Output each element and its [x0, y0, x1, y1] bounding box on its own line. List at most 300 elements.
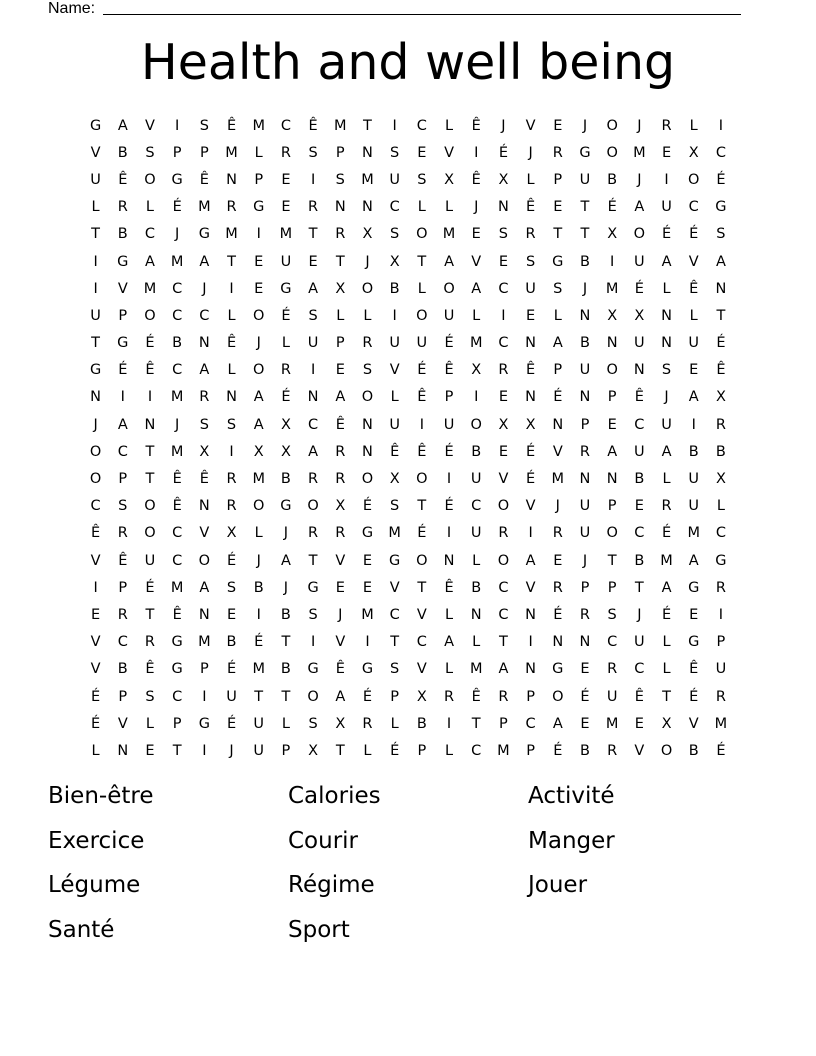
grid-letter[interactable]: X [335, 498, 346, 515]
grid-letter[interactable]: U [443, 416, 455, 433]
grid-letter[interactable]: M [551, 471, 565, 488]
grid-letter[interactable]: A [308, 443, 319, 460]
grid-letter[interactable]: V [117, 280, 128, 297]
grid-letter[interactable]: Ê [335, 661, 345, 678]
grid-letter[interactable]: N [525, 389, 537, 406]
grid-letter[interactable]: E [254, 280, 264, 297]
grid-letter[interactable]: O [606, 525, 618, 542]
grid-letter[interactable]: R [661, 498, 672, 515]
grid-letter[interactable]: P [199, 661, 209, 678]
grid-letter[interactable]: R [443, 688, 455, 705]
grid-letter[interactable]: C [498, 606, 509, 623]
grid-letter[interactable]: L [662, 471, 671, 488]
grid-letter[interactable]: R [498, 525, 509, 542]
grid-letter[interactable]: J [582, 552, 588, 569]
grid-letter[interactable]: E [689, 362, 699, 379]
grid-letter[interactable]: S [145, 688, 155, 705]
grid-letter[interactable]: Ê [444, 579, 454, 596]
grid-letter[interactable]: J [283, 525, 289, 542]
grid-letter[interactable]: G [89, 117, 102, 134]
grid-letter[interactable]: U [579, 525, 591, 542]
grid-letter[interactable]: L [444, 199, 454, 216]
grid-letter[interactable]: S [716, 226, 726, 243]
grid-letter[interactable]: I [147, 389, 153, 406]
grid-letter[interactable]: V [90, 552, 101, 569]
grid-letter[interactable]: T [634, 579, 644, 596]
grid-letter[interactable]: A [145, 253, 155, 270]
grid-letter[interactable]: S [226, 416, 237, 433]
grid-letter[interactable]: Ê [118, 552, 128, 569]
grid-letter[interactable]: G [361, 525, 374, 542]
grid-letter[interactable]: R [308, 471, 319, 488]
grid-letter[interactable]: O [606, 362, 618, 379]
grid-letter[interactable]: L [444, 661, 454, 678]
grid-letter[interactable]: Ê [172, 606, 182, 623]
grid-letter[interactable]: A [253, 389, 264, 406]
grid-letter[interactable]: M [361, 606, 374, 623]
grid-letter[interactable]: U [579, 171, 591, 188]
grid-letter[interactable]: U [525, 280, 536, 297]
grid-letter[interactable]: M [252, 117, 265, 134]
grid-letter[interactable]: É [553, 742, 563, 759]
grid-letter[interactable]: S [661, 362, 672, 379]
grid-letter[interactable]: T [281, 688, 291, 705]
grid-letter[interactable]: I [202, 742, 207, 759]
grid-letter[interactable]: Ê [226, 117, 237, 134]
grid-letter[interactable]: L [689, 117, 698, 134]
grid-letter[interactable]: P [526, 742, 535, 759]
grid-letter[interactable]: É [716, 171, 726, 188]
grid-letter[interactable]: Ê [145, 661, 155, 678]
grid-letter[interactable]: I [528, 634, 533, 651]
grid-letter[interactable]: U [389, 335, 400, 352]
grid-letter[interactable]: A [253, 416, 264, 433]
grid-letter[interactable]: E [362, 579, 373, 596]
grid-letter[interactable]: L [281, 715, 290, 732]
grid-letter[interactable]: M [469, 661, 483, 678]
grid-letter[interactable]: N [552, 634, 564, 651]
grid-letter[interactable]: Ê [335, 416, 345, 433]
grid-letter[interactable]: V [688, 253, 699, 270]
grid-letter[interactable]: V [525, 579, 536, 596]
grid-letter[interactable]: P [390, 688, 400, 705]
grid-letter[interactable]: N [443, 552, 455, 569]
grid-letter[interactable]: X [389, 253, 400, 270]
grid-letter[interactable]: M [170, 389, 184, 406]
grid-letter[interactable]: X [634, 307, 645, 324]
grid-letter[interactable]: G [117, 253, 129, 270]
grid-letter[interactable]: R [552, 579, 563, 596]
grid-letter[interactable]: Ê [308, 117, 318, 134]
grid-letter[interactable]: R [144, 634, 155, 651]
grid-letter[interactable]: L [336, 307, 345, 324]
grid-letter[interactable]: N [525, 661, 537, 678]
grid-letter[interactable]: L [553, 307, 562, 324]
grid-letter[interactable]: I [419, 416, 424, 433]
grid-letter[interactable]: C [471, 498, 482, 515]
grid-letter[interactable]: É [553, 389, 563, 406]
grid-letter[interactable]: É [362, 498, 373, 515]
grid-letter[interactable]: L [91, 742, 100, 759]
grid-letter[interactable]: I [202, 688, 207, 705]
grid-letter[interactable]: O [361, 280, 374, 297]
grid-letter[interactable]: É [226, 715, 237, 732]
grid-letter[interactable]: S [525, 253, 536, 270]
grid-letter[interactable]: X [362, 226, 373, 243]
grid-letter[interactable]: C [498, 579, 509, 596]
grid-letter[interactable]: L [390, 715, 399, 732]
grid-letter[interactable]: T [91, 335, 101, 352]
grid-letter[interactable]: E [634, 498, 644, 515]
grid-letter[interactable]: L [417, 280, 426, 297]
grid-letter[interactable]: N [579, 634, 591, 651]
grid-letter[interactable]: X [471, 362, 482, 379]
grid-letter[interactable]: B [471, 443, 482, 460]
grid-letter[interactable]: M [687, 525, 700, 542]
grid-letter[interactable]: Ê [634, 688, 644, 705]
grid-letter[interactable]: O [253, 362, 265, 379]
grid-letter[interactable]: O [443, 280, 455, 297]
grid-letter[interactable]: T [335, 253, 345, 270]
grid-letter[interactable]: V [145, 117, 155, 134]
grid-letter[interactable]: I [93, 280, 98, 297]
grid-letter[interactable]: I [310, 171, 316, 188]
grid-letter[interactable]: P [172, 144, 182, 161]
grid-letter[interactable]: C [688, 199, 699, 216]
grid-letter[interactable]: M [334, 117, 347, 134]
grid-letter[interactable]: G [552, 661, 564, 678]
grid-letter[interactable]: U [634, 253, 645, 270]
grid-letter[interactable]: I [310, 362, 316, 379]
grid-letter[interactable]: V [416, 606, 427, 623]
grid-letter[interactable]: P [335, 335, 345, 352]
grid-letter[interactable]: J [175, 416, 180, 433]
grid-letter[interactable]: E [335, 579, 345, 596]
grid-letter[interactable]: A [471, 280, 482, 297]
grid-letter[interactable]: G [307, 661, 319, 678]
grid-letter[interactable]: X [335, 280, 346, 297]
grid-letter[interactable]: X [525, 416, 536, 433]
grid-letter[interactable]: M [170, 579, 184, 596]
grid-letter[interactable]: G [171, 661, 183, 678]
grid-letter[interactable]: L [526, 171, 535, 188]
grid-letter[interactable]: E [634, 715, 644, 732]
grid-letter[interactable]: A [552, 715, 563, 732]
grid-letter[interactable]: J [582, 117, 588, 134]
grid-letter[interactable]: C [607, 634, 618, 651]
grid-letter[interactable]: C [634, 525, 645, 542]
grid-letter[interactable]: Ê [145, 362, 155, 379]
grid-letter[interactable]: X [389, 471, 400, 488]
grid-letter[interactable]: G [253, 199, 265, 216]
grid-letter[interactable]: P [553, 171, 563, 188]
grid-letter[interactable]: B [607, 171, 618, 188]
grid-letter[interactable]: T [471, 715, 481, 732]
grid-letter[interactable]: É [526, 471, 536, 488]
grid-letter[interactable]: V [444, 144, 454, 161]
grid-letter[interactable]: M [660, 552, 673, 569]
grid-letter[interactable]: V [90, 144, 101, 161]
grid-letter[interactable]: M [252, 471, 265, 488]
grid-letter[interactable]: O [497, 552, 510, 569]
grid-letter[interactable]: L [145, 715, 155, 732]
grid-letter[interactable]: L [227, 362, 236, 379]
grid-letter[interactable]: A [308, 280, 319, 297]
grid-letter[interactable]: U [606, 688, 618, 705]
grid-letter[interactable]: O [144, 307, 156, 324]
grid-letter[interactable]: E [553, 117, 563, 134]
grid-letter[interactable]: Ê [172, 498, 182, 515]
grid-letter[interactable]: G [280, 280, 292, 297]
grid-letter[interactable]: G [117, 335, 129, 352]
grid-letter[interactable]: S [390, 661, 400, 678]
grid-letter[interactable]: T [145, 471, 155, 488]
grid-letter[interactable]: B [389, 280, 400, 297]
grid-letter[interactable]: B [579, 742, 590, 759]
grid-letter[interactable]: T [308, 226, 318, 243]
grid-letter[interactable]: E [281, 171, 291, 188]
grid-letter[interactable]: É [390, 742, 400, 759]
grid-letter[interactable]: U [389, 416, 400, 433]
grid-letter[interactable]: B [280, 471, 291, 488]
grid-letter[interactable]: M [469, 335, 483, 352]
grid-letter[interactable]: I [175, 117, 180, 134]
grid-letter[interactable]: V [416, 661, 427, 678]
grid-letter[interactable]: J [637, 171, 642, 188]
grid-letter[interactable]: B [253, 579, 264, 596]
grid-letter[interactable]: I [93, 253, 98, 270]
grid-letter[interactable]: É [634, 280, 644, 297]
grid-letter[interactable]: P [580, 579, 590, 596]
grid-letter[interactable]: C [389, 606, 400, 623]
grid-letter[interactable]: J [256, 552, 261, 569]
grid-letter[interactable]: C [172, 552, 183, 569]
grid-letter[interactable]: X [280, 416, 291, 433]
grid-letter[interactable]: V [498, 471, 509, 488]
grid-letter[interactable]: T [417, 253, 427, 270]
grid-letter[interactable]: J [528, 144, 533, 161]
grid-letter[interactable]: T [580, 199, 590, 216]
grid-letter[interactable]: P [499, 715, 508, 732]
grid-letter[interactable]: É [716, 335, 726, 352]
grid-letter[interactable]: N [362, 443, 373, 460]
grid-letter[interactable]: N [497, 199, 509, 216]
grid-letter[interactable]: X [226, 525, 237, 542]
grid-letter[interactable]: N [661, 335, 672, 352]
grid-letter[interactable]: O [633, 226, 646, 243]
grid-letter[interactable]: L [91, 199, 100, 216]
grid-letter[interactable]: I [446, 471, 452, 488]
grid-letter[interactable]: U [634, 634, 645, 651]
grid-letter[interactable]: G [171, 171, 183, 188]
grid-letter[interactable]: R [308, 199, 319, 216]
grid-letter[interactable]: R [552, 525, 563, 542]
grid-letter[interactable]: G [715, 552, 727, 569]
grid-letter[interactable]: U [443, 307, 455, 324]
grid-letter[interactable]: C [280, 117, 291, 134]
grid-letter[interactable]: É [553, 606, 563, 623]
grid-letter[interactable]: É [254, 634, 264, 651]
grid-letter[interactable]: M [605, 715, 619, 732]
grid-letter[interactable]: Ê [471, 171, 481, 188]
grid-letter[interactable]: V [335, 552, 346, 569]
grid-letter[interactable]: V [389, 579, 400, 596]
grid-letter[interactable]: O [606, 117, 618, 134]
grid-letter[interactable]: G [171, 634, 183, 651]
grid-letter[interactable]: E [335, 362, 345, 379]
grid-letter[interactable]: R [552, 144, 563, 161]
grid-letter[interactable]: S [308, 715, 318, 732]
grid-letter[interactable]: U [253, 715, 265, 732]
grid-letter[interactable]: V [552, 443, 563, 460]
grid-letter[interactable]: P [607, 579, 617, 596]
grid-letter[interactable]: É [145, 335, 155, 352]
grid-letter[interactable]: U [688, 498, 700, 515]
grid-letter[interactable]: L [363, 742, 372, 759]
grid-letter[interactable]: É [661, 525, 672, 542]
grid-letter[interactable]: E [607, 416, 617, 433]
grid-letter[interactable]: X [715, 471, 726, 488]
grid-letter[interactable]: A [280, 552, 291, 569]
grid-letter[interactable]: N [579, 389, 591, 406]
grid-letter[interactable]: O [144, 498, 156, 515]
grid-letter[interactable]: C [416, 634, 427, 651]
grid-letter[interactable]: S [308, 307, 318, 324]
grid-letter[interactable]: C [471, 742, 482, 759]
grid-letter[interactable]: É [580, 688, 590, 705]
grid-letter[interactable]: S [226, 579, 237, 596]
grid-letter[interactable]: G [361, 661, 374, 678]
grid-letter[interactable]: G [389, 552, 401, 569]
grid-letter[interactable]: I [120, 389, 125, 406]
grid-letter[interactable]: Ê [172, 471, 182, 488]
grid-letter[interactable]: S [308, 606, 318, 623]
grid-letter[interactable]: A [661, 579, 672, 596]
grid-letter[interactable]: C [172, 688, 183, 705]
grid-letter[interactable]: L [472, 634, 481, 651]
grid-letter[interactable]: R [308, 525, 319, 542]
grid-letter[interactable]: I [365, 634, 370, 651]
grid-letter[interactable]: Ê [444, 362, 454, 379]
grid-letter[interactable]: S [417, 171, 427, 188]
grid-letter[interactable]: T [390, 634, 400, 651]
grid-letter[interactable]: G [715, 199, 727, 216]
grid-letter[interactable]: B [634, 552, 645, 569]
grid-letter[interactable]: L [227, 307, 236, 324]
grid-letter[interactable]: R [362, 715, 373, 732]
grid-letter[interactable]: V [199, 525, 210, 542]
grid-letter[interactable]: O [198, 552, 211, 569]
grid-letter[interactable]: M [279, 226, 293, 243]
grid-letter[interactable]: A [607, 443, 618, 460]
grid-letter[interactable]: J [664, 389, 669, 406]
grid-letter[interactable]: L [716, 498, 725, 515]
grid-letter[interactable]: N [606, 471, 618, 488]
grid-letter[interactable]: É [716, 742, 726, 759]
grid-letter[interactable]: R [226, 471, 237, 488]
grid-letter[interactable]: É [281, 389, 291, 406]
grid-letter[interactable]: E [254, 253, 264, 270]
grid-letter[interactable]: S [118, 498, 128, 515]
grid-letter[interactable]: A [661, 253, 672, 270]
grid-letter[interactable]: R [715, 579, 726, 596]
grid-letter[interactable]: M [170, 443, 184, 460]
grid-letter[interactable]: P [118, 579, 128, 596]
grid-letter[interactable]: X [607, 226, 618, 243]
grid-letter[interactable]: Ê [91, 525, 101, 542]
grid-letter[interactable]: Ê [526, 362, 536, 379]
grid-letter[interactable]: P [607, 498, 617, 515]
grid-letter[interactable]: O [89, 471, 102, 488]
grid-letter[interactable]: J [175, 226, 180, 243]
grid-letter[interactable]: I [93, 579, 98, 596]
grid-letter[interactable]: N [307, 389, 319, 406]
grid-letter[interactable]: É [226, 661, 237, 678]
grid-letter[interactable]: O [470, 416, 482, 433]
grid-letter[interactable]: R [579, 443, 590, 460]
grid-letter[interactable]: M [225, 226, 238, 243]
grid-letter[interactable]: U [688, 471, 700, 488]
grid-letter[interactable]: B [715, 443, 726, 460]
grid-letter[interactable]: O [361, 471, 374, 488]
grid-letter[interactable]: J [582, 280, 588, 297]
grid-letter[interactable]: M [361, 171, 374, 188]
grid-letter[interactable]: É [226, 552, 237, 569]
grid-letter[interactable]: T [281, 634, 291, 651]
grid-letter[interactable]: E [471, 226, 481, 243]
grid-letter[interactable]: O [660, 742, 673, 759]
grid-letter[interactable]: C [172, 280, 183, 297]
grid-letter[interactable]: É [145, 579, 155, 596]
grid-letter[interactable]: P [526, 688, 535, 705]
grid-letter[interactable]: X [661, 715, 672, 732]
grid-letter[interactable]: L [417, 199, 426, 216]
grid-letter[interactable]: S [607, 606, 617, 623]
grid-letter[interactable]: T [91, 226, 101, 243]
grid-letter[interactable]: N [144, 416, 156, 433]
grid-letter[interactable]: R [579, 606, 590, 623]
grid-letter[interactable]: É [444, 498, 454, 515]
grid-letter[interactable]: T [607, 552, 617, 569]
grid-letter[interactable]: U [688, 335, 700, 352]
grid-letter[interactable]: B [172, 335, 183, 352]
grid-letter[interactable]: M [198, 634, 211, 651]
grid-letter[interactable]: T [662, 688, 671, 705]
grid-letter[interactable]: N [362, 416, 373, 433]
grid-letter[interactable]: J [365, 253, 370, 270]
grid-letter[interactable]: P [118, 307, 128, 324]
grid-letter[interactable]: N [525, 606, 537, 623]
grid-letter[interactable]: O [497, 498, 510, 515]
grid-letter[interactable]: U [579, 362, 591, 379]
grid-letter[interactable]: E [281, 199, 291, 216]
grid-letter[interactable]: A [335, 389, 346, 406]
grid-letter[interactable]: T [417, 498, 427, 515]
grid-letter[interactable]: X [498, 416, 509, 433]
grid-letter[interactable]: A [335, 688, 346, 705]
grid-letter[interactable]: E [308, 253, 318, 270]
grid-letter[interactable]: O [144, 525, 156, 542]
grid-letter[interactable]: A [525, 552, 536, 569]
grid-letter[interactable]: E [498, 443, 508, 460]
grid-letter[interactable]: N [552, 416, 564, 433]
grid-letter[interactable]: U [470, 525, 482, 542]
grid-letter[interactable]: O [253, 307, 265, 324]
grid-letter[interactable]: G [280, 498, 292, 515]
grid-letter[interactable]: U [90, 171, 101, 188]
grid-letter[interactable]: J [338, 606, 343, 623]
grid-letter[interactable]: É [91, 688, 101, 705]
